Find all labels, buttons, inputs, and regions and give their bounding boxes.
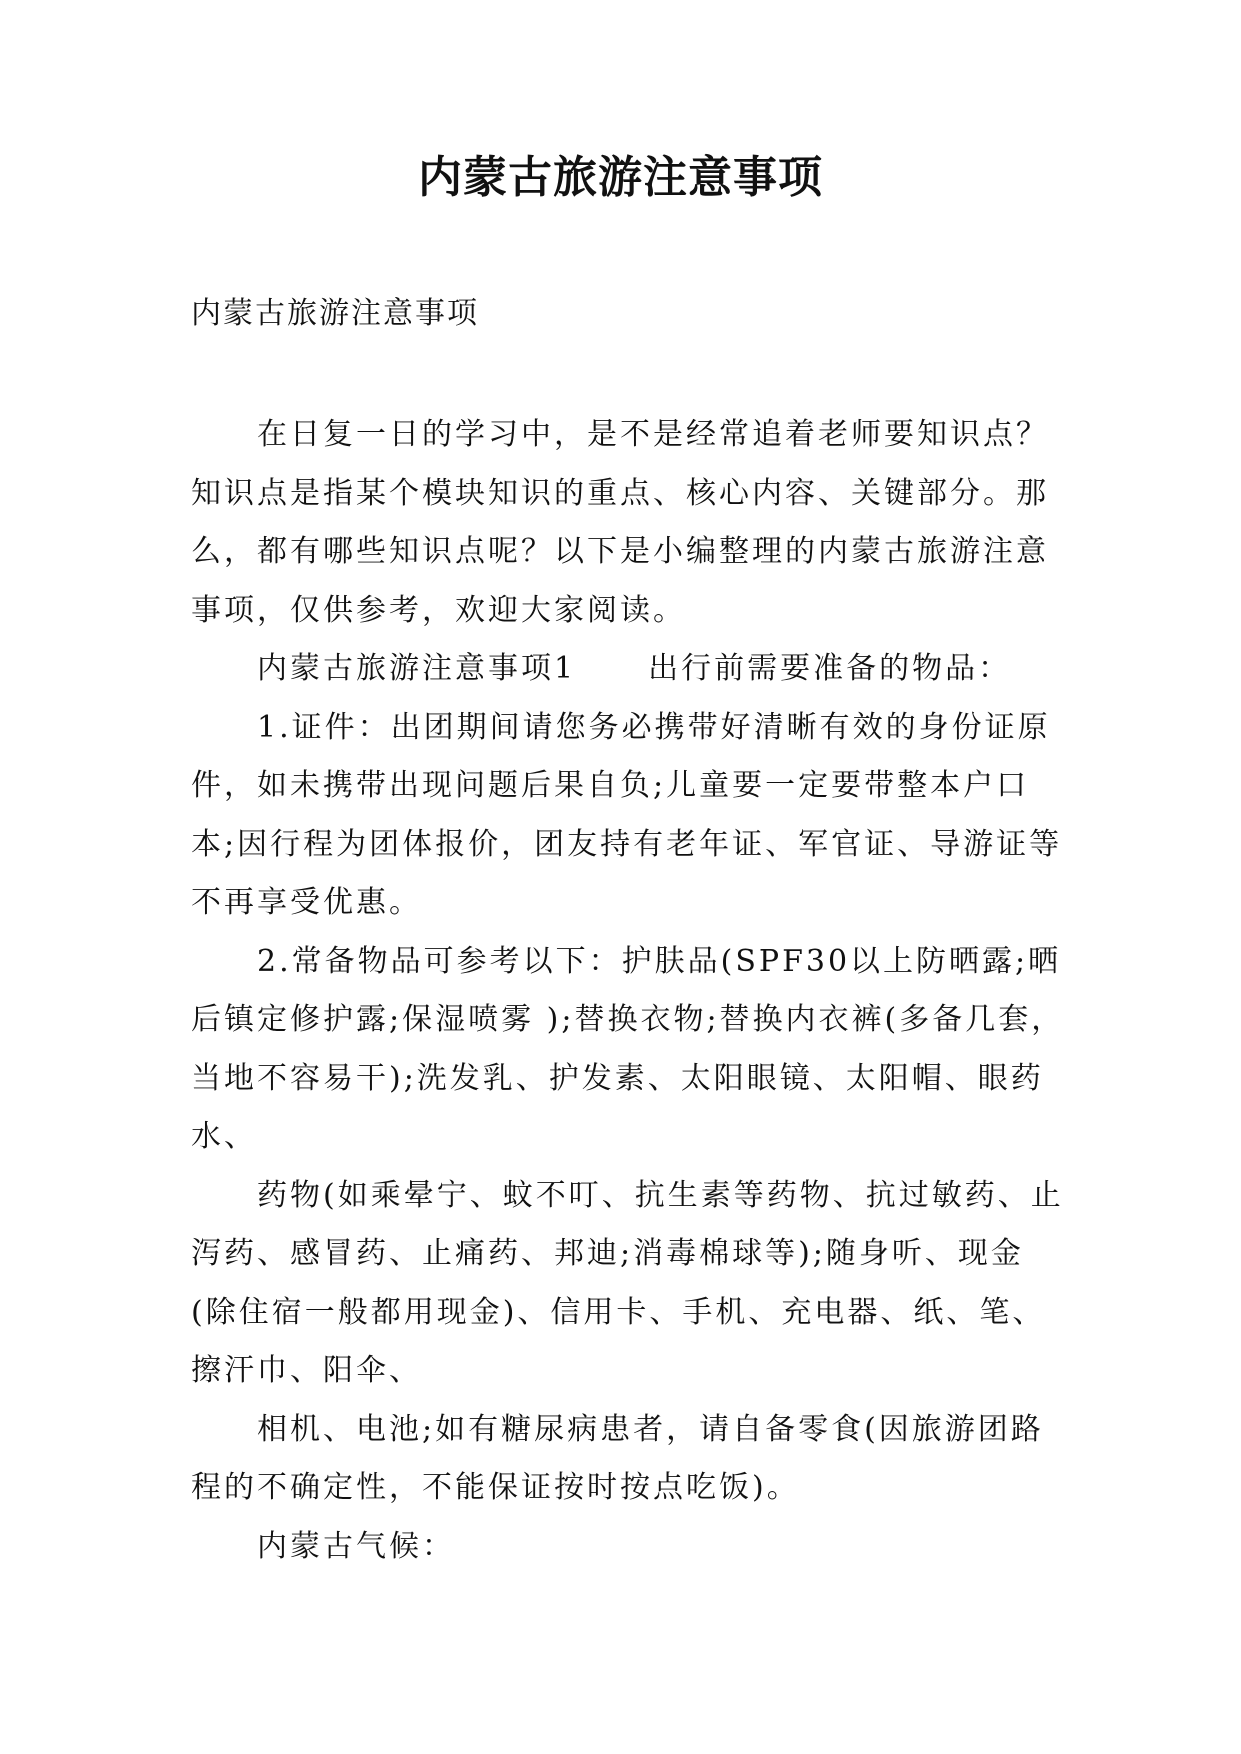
section-heading: 内蒙古旅游注意事项1 xyxy=(257,651,577,686)
medicine-paragraph: 药物(如乘晕宁、蚊不叮、抗生素等药物、抗过敏药、止泻药、感冒药、止痛药、邦迪;消毒棉球等);随身听、现金(除住宿一般都用现金)、信用卡、手机、充电器、纸、笔、擦汗巾、阳伞、 xyxy=(191,1177,1064,1388)
item-2-supplies: 2.常备物品可参考以下：护肤品(SPF30以上防晒露;晒后镇定修护露;保湿喷雾 );替换衣物;替换内衣裤(多备几套，当地不容易干);洗发乳、护发素、太阳眼镜、太阳帽、眼药水、 xyxy=(191,943,1065,1154)
item-1-documents: 1.证件：出团期间请您务必携带好清晰有效的身份证原件，如未携带出现问题后果自负;儿童要一定要带整本户口本;因行程为团体报价，团友持有老年证、军官证、导游证等不再享受优惠。 xyxy=(191,709,1063,920)
section-heading-text: 出行前需要准备的物品： xyxy=(648,651,1012,686)
intro-paragraph: 在日复一日的学习中，是不是经常追着老师要知识点？知识点是指某个模块知识的重点、核心内容、关键部分。那么，都有哪些知识点呢？以下是小编整理的内蒙古旅游注意事项，仅供参考，欢迎大家阅读。 xyxy=(191,417,1049,628)
climate-heading: 内蒙古气候： xyxy=(257,1528,455,1564)
document-subtitle: 内蒙古旅游注意事项 xyxy=(191,296,479,331)
document-body xyxy=(191,406,1071,1576)
section-heading-line xyxy=(191,640,1071,699)
camera-paragraph: 相机、电池;如有糖尿病患者，请自备零食(因旅游团路程的不确定性，不能保证按时按点吃饭)。 xyxy=(191,1411,1044,1505)
document-title: 内蒙古旅游注意事项 xyxy=(418,152,823,203)
